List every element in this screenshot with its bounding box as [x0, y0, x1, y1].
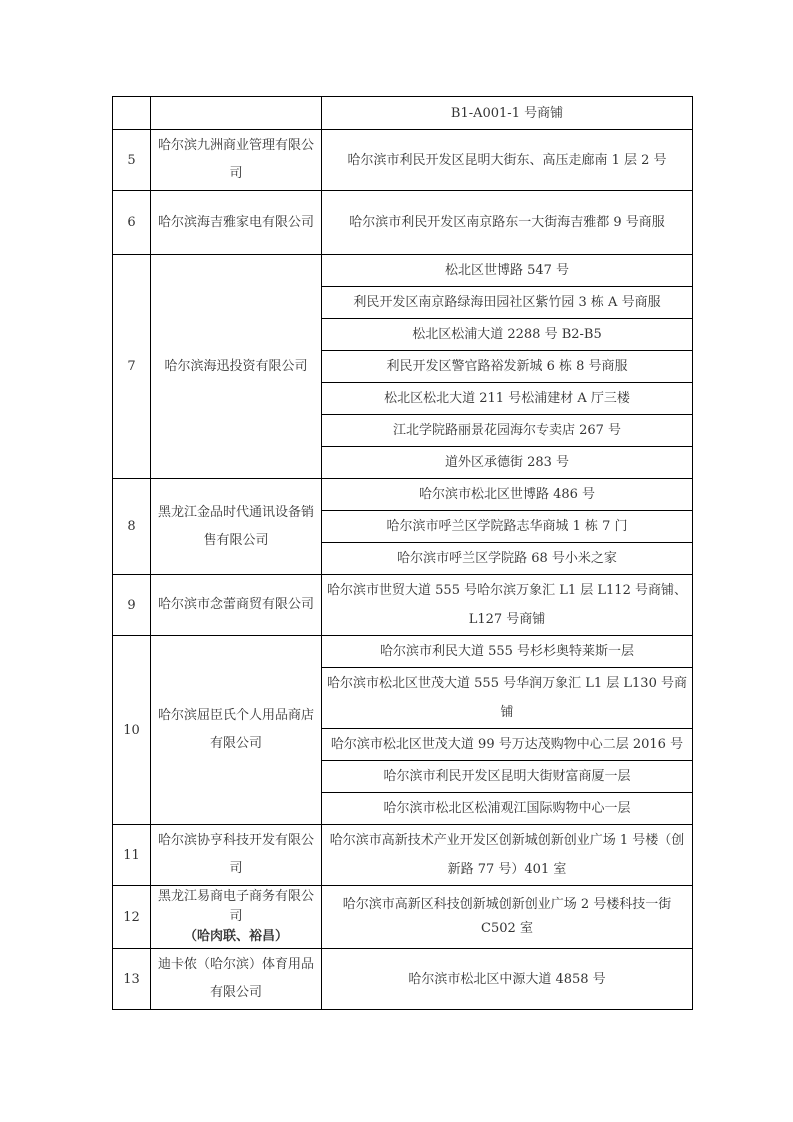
table-row: [113, 191, 693, 255]
table-row: [113, 636, 693, 668]
company-name: [151, 97, 322, 130]
company-cell: [151, 255, 322, 479]
store-address: 松北区松北大道 211 号松浦建材 A 厅三楼: [322, 383, 693, 415]
store-address: 利民开发区南京路绿海田园社区紫竹园 3 栋 A 号商服: [322, 287, 693, 319]
company-cell: [151, 886, 322, 949]
store-address: 哈尔滨市利民开发区昆明大街财富商厦一层: [322, 761, 693, 793]
store-address: 道外区承德街 283 号: [322, 447, 693, 479]
company-name: 哈尔滨协亨科技开发有限公司: [157, 833, 314, 876]
row-number: [113, 97, 151, 130]
table-row: [113, 479, 693, 511]
row-number: 11: [113, 825, 151, 886]
store-address: 松北区世博路 547 号: [322, 255, 693, 287]
table-row: [113, 949, 693, 1010]
company-cell: [151, 479, 322, 575]
table-row: [113, 97, 693, 130]
store-address: 哈尔滨市高新区科技创新城创新创业广场 2 号楼科技一街 C502 室: [322, 886, 693, 949]
store-address: 哈尔滨市松北区世博路 486 号: [322, 479, 693, 511]
row-number: 12: [113, 886, 151, 949]
row-number: 6: [113, 191, 151, 255]
row-number: 9: [113, 575, 151, 636]
company-cell: [151, 636, 322, 825]
table-row: [113, 825, 693, 886]
store-address: 哈尔滨市松北区世茂大道 99 号万达茂购物中心二层 2016 号: [322, 729, 693, 761]
table-row: [113, 255, 693, 287]
store-address: 哈尔滨市利民开发区南京路东一大街海吉雅都 9 号商服: [322, 191, 693, 255]
company-name: 哈尔滨海迅投资有限公司: [164, 358, 308, 374]
company-cell: [151, 575, 322, 636]
table-row: [113, 575, 693, 636]
company-cell: [151, 949, 322, 1010]
store-address: 哈尔滨市利民开发区昆明大街东、高压走廊南 1 层 2 号: [322, 130, 693, 191]
company-cell: [151, 825, 322, 886]
row-number: 7: [113, 255, 151, 479]
company-name: 黑龙江金品时代通讯设备销售有限公司: [157, 504, 314, 548]
row-number: 10: [113, 636, 151, 825]
company-cell: [151, 191, 322, 255]
store-address: 哈尔滨市松北区中源大道 4858 号: [322, 949, 693, 1010]
brand-note: （哈肉联、裕昌）: [183, 929, 288, 944]
store-address: 哈尔滨市世贸大道 555 号哈尔滨万象汇 L1 层 L112 号商铺、L127 号商铺: [322, 575, 693, 636]
company-name: 哈尔滨屈臣氏个人用品商店有限公司: [157, 708, 314, 751]
store-address: 江北学院路丽景花园海尔专卖店 267 号: [322, 415, 693, 447]
store-listing-table: [112, 96, 693, 1010]
row-number: 13: [113, 949, 151, 1010]
store-address: 哈尔滨市松北区世茂大道 555 号华润万象汇 L1 层 L130 号商铺: [322, 668, 693, 729]
store-address: 哈尔滨市呼兰区学院路志华商城 1 栋 7 门: [322, 511, 693, 543]
company-name: 迪卡侬（哈尔滨）体育用品有限公司: [157, 957, 314, 1000]
company-name: 哈尔滨海吉雅家电有限公司: [157, 214, 314, 230]
row-number: 5: [113, 130, 151, 191]
company-name: 哈尔滨九洲商业管理有限公司: [157, 138, 314, 181]
store-address: 松北区松浦大道 2288 号 B2-B5: [322, 319, 693, 351]
company-cell: [151, 130, 322, 191]
store-address: 哈尔滨市利民大道 555 号杉杉奥特莱斯一层: [322, 636, 693, 668]
store-address: 哈尔滨市松北区松浦观江国际购物中心一层: [322, 793, 693, 825]
company-name: 黑龙江易商电子商务有限公司: [157, 889, 314, 924]
store-address: 利民开发区警官路裕发新城 6 栋 8 号商服: [322, 351, 693, 383]
store-address: 哈尔滨市呼兰区学院路 68 号小米之家: [322, 543, 693, 575]
store-address: B1-A001-1 号商铺: [322, 97, 693, 130]
company-name: 哈尔滨市念蕾商贸有限公司: [157, 597, 314, 612]
row-number: 8: [113, 479, 151, 575]
table-body: [113, 97, 693, 1010]
table-row: [113, 886, 693, 949]
table-row: [113, 130, 693, 191]
store-address: 哈尔滨市高新技术产业开发区创新城创新创业广场 1 号楼（创新路 77 号）401 室: [322, 825, 693, 886]
